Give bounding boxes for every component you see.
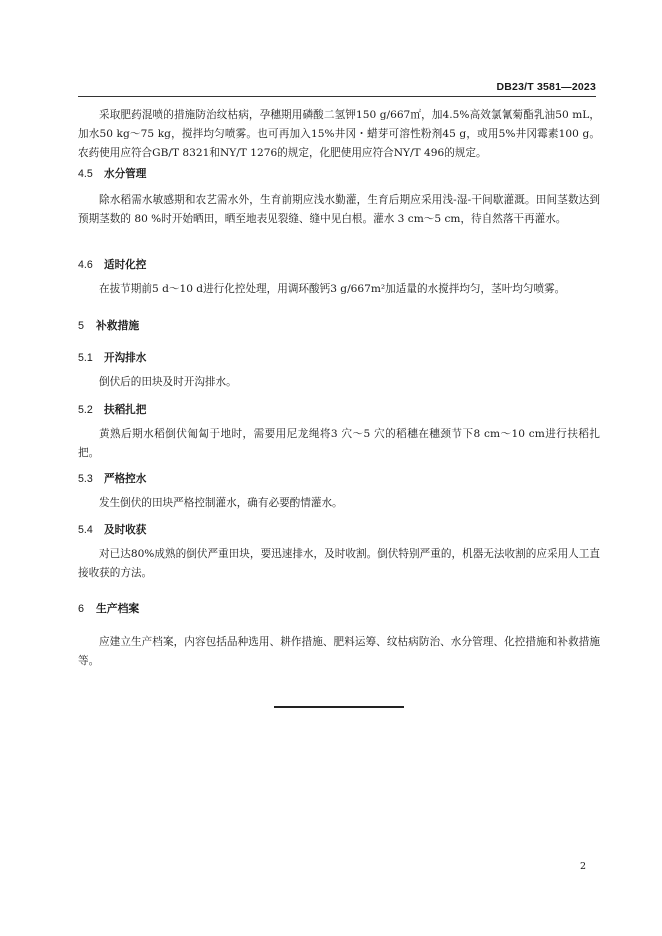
heading-number: 6 <box>78 603 85 615</box>
end-of-document-rule <box>274 706 404 708</box>
heading-6 <box>78 601 139 616</box>
page-number: 2 <box>579 861 586 872</box>
heading-number: 5.1 <box>78 352 93 364</box>
heading-5 <box>78 318 139 333</box>
paragraph-records: 应建立生产档案，内容包括品种选用、耕作措施、肥料运筹、纹枯病防治、水分管理、化控措施和补救措施等。 <box>78 636 600 667</box>
heading-number: 5.4 <box>78 524 93 536</box>
heading-number: 4.6 <box>78 259 93 271</box>
heading-title: 严格控水 <box>104 473 147 485</box>
paragraph-water-management: 除水稻需水敏感期和农艺需水外，生育前期应浅水勤灌，生育后期应采用浅-湿-干间歇灌溉。田间茎数达到预期茎数的 80 %时开始晒田，晒至地表见裂缝、缝中见白根。灌水 3 cm～5 cm，待自然落干再灌水。 <box>78 194 600 225</box>
heading-5-3 <box>78 471 146 486</box>
heading-5-1 <box>78 350 146 365</box>
heading-number: 5 <box>78 320 85 332</box>
heading-number: 5.2 <box>78 404 93 416</box>
heading-number: 5.3 <box>78 473 93 485</box>
paragraph-drainage: 倒伏后的田块及时开沟排水。 <box>99 376 237 388</box>
document-code: DB23/T 3581—2023 <box>496 81 596 93</box>
paragraph-bundling: 黄熟后期水稻倒伏匍匐于地时，需要用尼龙绳将3 穴～5 穴的稻穗在穗颈节下8 cm～10 cm进行扶稻扎把。 <box>78 428 600 459</box>
heading-title: 补救措施 <box>96 320 140 332</box>
heading-title: 生产档案 <box>96 603 140 615</box>
heading-number: 4.5 <box>78 168 93 180</box>
heading-title: 及时收获 <box>104 524 147 536</box>
heading-5-4 <box>78 522 146 537</box>
header-rule <box>78 96 596 97</box>
heading-5-2 <box>78 402 146 417</box>
paragraph-disease-control: 采取肥药混喷的措施防治纹枯病，孕穗期用磷酸二氢钾150 g/667㎡，加4.5%高效氯氰菊酯乳油50 mL，加水50 kg～75 kg，搅拌均匀喷雾。也可再加入15%井冈・蜡芽可溶性粉剂45 g，或用5%井冈霉素100 g。农药使用应符合GB/T 8321和NY/T 1276的规定，化肥使用应符合NY/T 496的规定。 <box>78 109 600 159</box>
paragraph-chemical-control: 在拔节期前5 d～10 d进行化控处理，用调环酸钙3 g/667m²加适量的水搅拌均匀，茎叶均匀喷雾。 <box>99 283 566 295</box>
heading-title: 开沟排水 <box>104 352 147 364</box>
heading-4-6 <box>78 257 146 272</box>
heading-title: 扶稻扎把 <box>104 404 147 416</box>
heading-title: 水分管理 <box>104 168 147 180</box>
heading-title: 适时化控 <box>104 259 147 271</box>
heading-4-5 <box>78 166 146 181</box>
paragraph-harvest: 对已达80%成熟的倒伏严重田块，要迅速排水，及时收割。倒伏特别严重的，机器无法收割的应采用人工直接收获的方法。 <box>78 548 600 579</box>
paragraph-water-control: 发生倒伏的田块严格控制灌水，确有必要酌情灌水。 <box>99 497 343 509</box>
